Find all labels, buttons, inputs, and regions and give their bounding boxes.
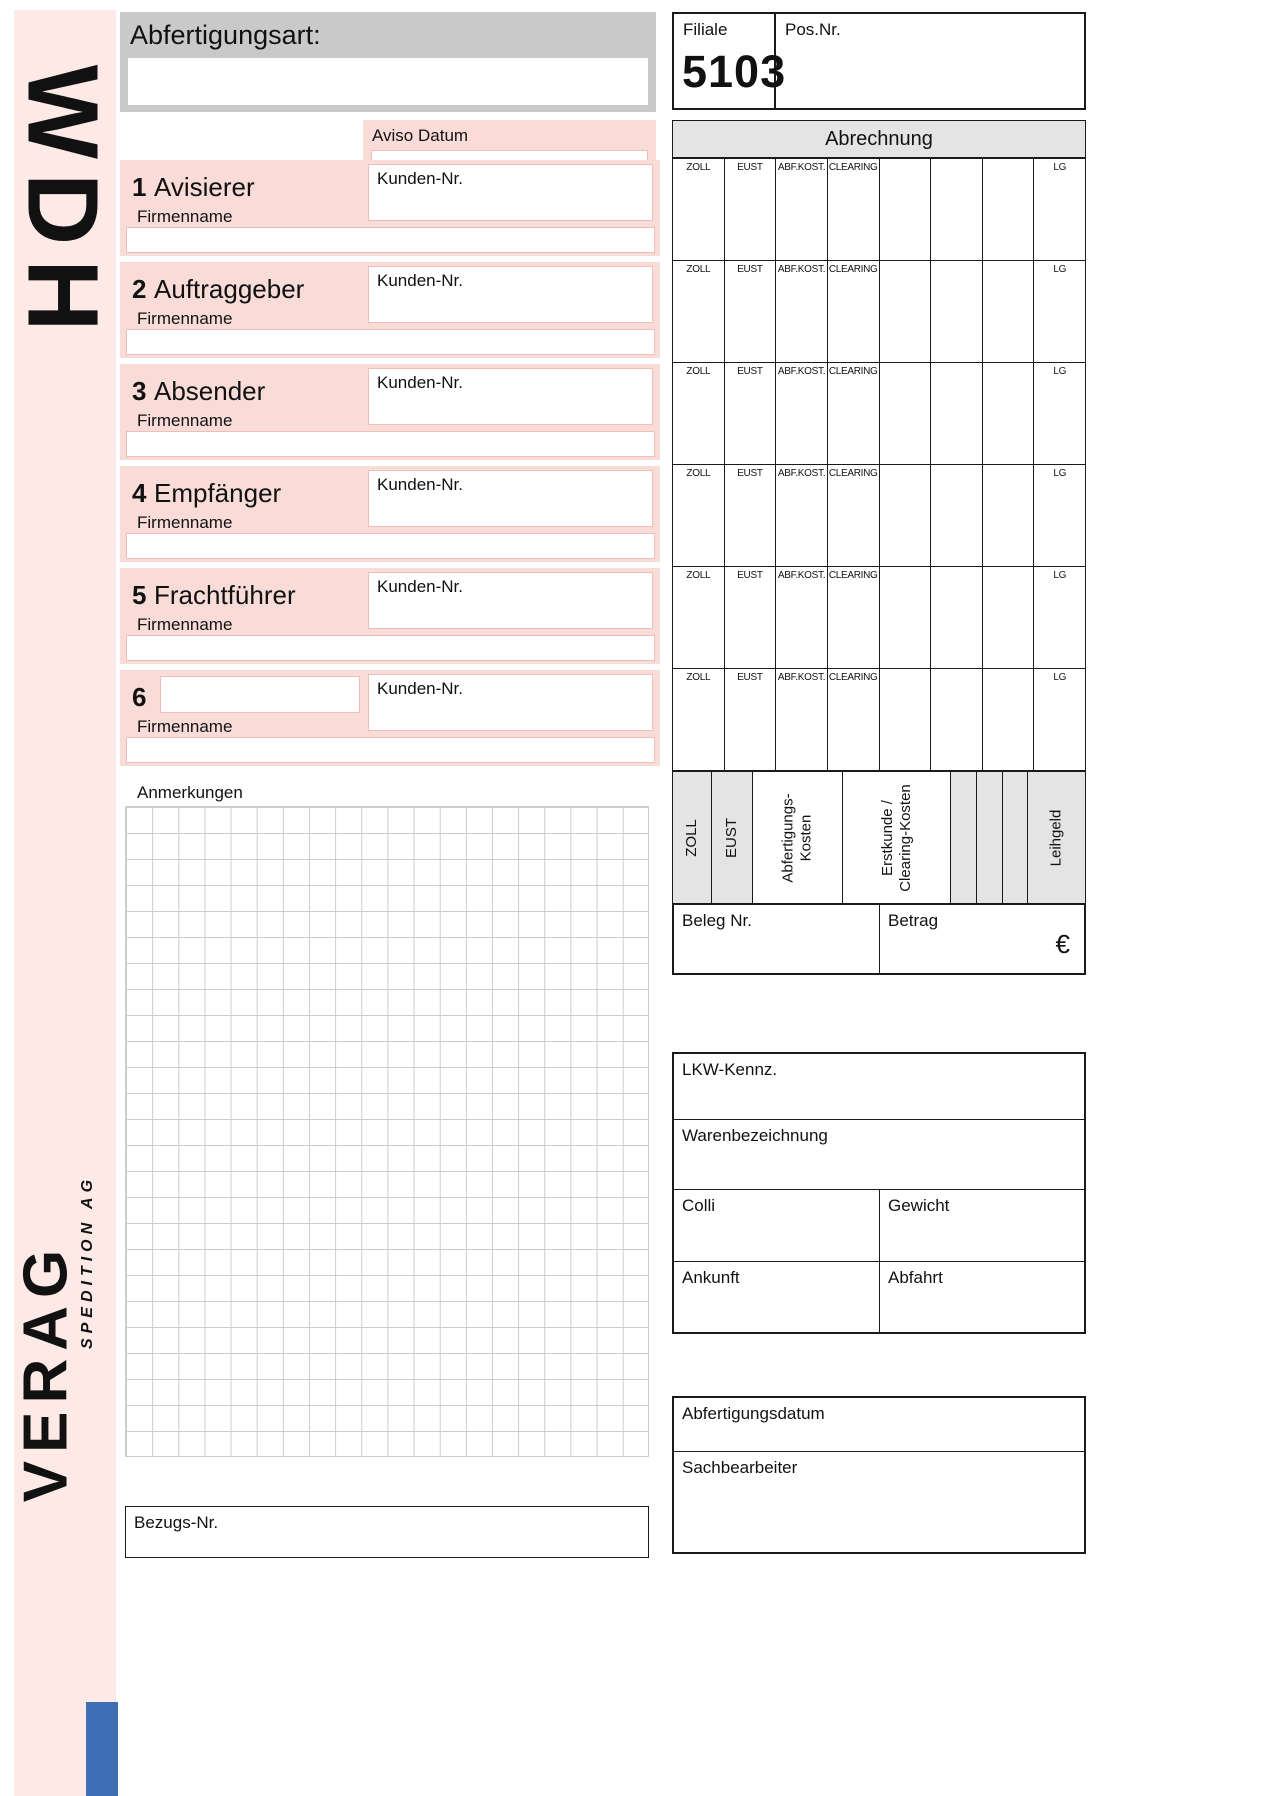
column-header-empty <box>931 159 982 162</box>
abrechnung-cell[interactable] <box>776 261 828 363</box>
abrechnung-cell[interactable] <box>983 261 1035 363</box>
column-header-abfkost: ABF.KOST. <box>777 366 826 377</box>
abrechnung-cell[interactable] <box>776 159 828 261</box>
column-header-eust: EUST <box>737 468 763 479</box>
abrechnung-cell[interactable] <box>725 465 777 567</box>
abfertigungsdatum-field[interactable] <box>674 1398 1084 1452</box>
sachbearbeiter-field[interactable] <box>674 1452 1084 1552</box>
abrechnung-cell[interactable] <box>828 465 880 567</box>
abrechnung-cell[interactable] <box>828 669 880 771</box>
firmenname-label: Firmenname <box>137 309 233 328</box>
column-header-zoll: ZOLL <box>686 366 711 377</box>
firmenname-label: Firmenname <box>137 615 233 634</box>
anmerkungen-grid-field[interactable] <box>125 806 649 1457</box>
abrechnung-cell[interactable] <box>673 669 725 771</box>
gewicht-label: Gewicht <box>888 1196 950 1215</box>
euro-symbol: € <box>1055 929 1070 959</box>
filiale-label: Filiale <box>683 20 728 39</box>
column-header-empty <box>880 465 931 468</box>
abrechnung-cell[interactable] <box>1034 261 1086 363</box>
column-header-clearing: CLEARING <box>828 264 878 275</box>
firmenname-field[interactable] <box>126 635 655 661</box>
column-header-lg: LG <box>1053 570 1067 581</box>
abrechnung-cell[interactable] <box>725 567 777 669</box>
abrechnung-cell[interactable] <box>1034 669 1086 771</box>
firmenname-label: Firmenname <box>137 207 233 226</box>
kunden-nr-label: Kunden-Nr. <box>377 169 463 188</box>
abfahrt-label: Abfahrt <box>888 1268 943 1287</box>
firmenname-label: Firmenname <box>137 411 233 430</box>
column-header-clearing: CLEARING <box>828 570 878 581</box>
kunden-nr-field[interactable] <box>368 266 653 323</box>
firmenname-field[interactable] <box>126 737 655 763</box>
abfertigungsart-box <box>120 12 656 112</box>
brand-logo: VERAG <box>11 1241 81 1503</box>
party-section-avisierer <box>120 160 660 256</box>
abrechnung-cell[interactable] <box>828 159 880 261</box>
kunden-nr-field[interactable] <box>368 674 653 731</box>
abrechnung-cell[interactable] <box>983 669 1035 771</box>
form-code: WDH <box>6 64 119 346</box>
column-header-eust: EUST <box>737 162 763 173</box>
column-header-empty <box>983 363 1034 366</box>
ankunft-abfahrt-row <box>674 1262 1084 1332</box>
bezugs-nr-label: Bezugs-Nr. <box>134 1513 219 1532</box>
firmenname-label: Firmenname <box>137 513 233 532</box>
abrechnung-cell[interactable] <box>880 669 932 771</box>
party-title-field[interactable] <box>160 676 360 713</box>
party-section-6 <box>120 670 660 766</box>
firmenname-label: Firmenname <box>137 717 233 736</box>
abrechnung-cell[interactable] <box>725 363 777 465</box>
abrechnung-column-legend <box>672 771 1086 904</box>
kunden-nr-field[interactable] <box>368 470 653 527</box>
party-section-auftraggeber <box>120 262 660 358</box>
abrechnung-cell[interactable] <box>931 567 983 669</box>
abrechnung-cell[interactable] <box>828 261 880 363</box>
abfertigungsart-label: Abfertigungsart: <box>130 20 321 50</box>
footer-cell-clearingkosten <box>843 772 952 904</box>
aviso-datum-label: Aviso Datum <box>372 126 469 145</box>
firmenname-field[interactable] <box>126 431 655 457</box>
party-number: 3 <box>132 376 147 406</box>
vertical-label: EUST <box>722 817 740 858</box>
column-header-zoll: ZOLL <box>686 570 711 581</box>
column-header-zoll: ZOLL <box>686 672 711 683</box>
brand-subtitle: SPEDITION AG <box>79 1174 96 1350</box>
filiale-cell <box>674 14 787 108</box>
filiale-value: 5103 <box>682 46 787 97</box>
abrechnung-cell[interactable] <box>673 567 725 669</box>
firmenname-field[interactable] <box>126 227 655 253</box>
cargo-box-group <box>672 1052 1086 1334</box>
kunden-nr-label: Kunden-Nr. <box>377 373 463 392</box>
column-header-abfkost: ABF.KOST. <box>777 264 826 275</box>
beleg-betrag-row <box>672 903 1086 975</box>
column-header-lg: LG <box>1053 468 1067 479</box>
column-header-eust: EUST <box>737 366 763 377</box>
abfahrt-field[interactable] <box>880 1262 1084 1332</box>
colli-gewicht-row <box>674 1190 1084 1262</box>
column-header-zoll: ZOLL <box>686 162 711 173</box>
column-header-lg: LG <box>1053 672 1067 683</box>
column-header-clearing: CLEARING <box>828 468 878 479</box>
party-title: Auftraggeber <box>154 274 305 304</box>
lkw-kennz-label: LKW-Kennz. <box>682 1060 778 1079</box>
column-header-abfkost: ABF.KOST. <box>777 570 826 581</box>
abrechnung-cell[interactable] <box>1034 159 1086 261</box>
column-header-empty <box>983 567 1034 570</box>
abfertigungsart-field[interactable] <box>128 58 648 105</box>
abrechnung-cell[interactable] <box>776 567 828 669</box>
colli-field[interactable] <box>674 1190 880 1261</box>
column-header-empty <box>880 363 931 366</box>
column-header-empty <box>880 261 931 264</box>
abrechnung-cell[interactable] <box>1034 465 1086 567</box>
abrechnung-cell[interactable] <box>1034 567 1086 669</box>
abrechnung-table <box>672 158 1086 771</box>
party-title: Absender <box>154 376 266 406</box>
firmenname-field[interactable] <box>126 533 655 559</box>
filiale-posnr-box <box>672 12 1086 110</box>
column-header-abfkost: ABF.KOST. <box>777 672 826 683</box>
footer-cell-empty <box>951 772 977 904</box>
kunden-nr-field[interactable] <box>368 164 653 221</box>
warenbezeichnung-label: Warenbezeichnung <box>682 1126 828 1145</box>
column-header-lg: LG <box>1053 264 1067 275</box>
kunden-nr-label: Kunden-Nr. <box>377 679 463 698</box>
kunden-nr-label: Kunden-Nr. <box>377 475 463 494</box>
column-header-eust: EUST <box>737 264 763 275</box>
vertical-label: Leihgeld <box>1047 809 1065 866</box>
vertical-label: ZOLL <box>682 818 700 857</box>
column-header-clearing: CLEARING <box>828 162 878 173</box>
party-number: 4 <box>132 478 147 508</box>
lkw-kennz-field[interactable] <box>674 1054 1084 1120</box>
column-header-empty <box>931 669 982 672</box>
abrechnung-cell[interactable] <box>931 159 983 261</box>
column-header-zoll: ZOLL <box>686 264 711 275</box>
abrechnung-cell[interactable] <box>828 567 880 669</box>
abrechnung-cell[interactable] <box>673 465 725 567</box>
anmerkungen-label: Anmerkungen <box>137 783 243 802</box>
gewicht-field[interactable] <box>880 1190 1084 1261</box>
column-header-clearing: CLEARING <box>828 672 878 683</box>
abrechnung-cell[interactable] <box>725 159 777 261</box>
column-header-empty <box>983 261 1034 264</box>
column-header-empty <box>931 465 982 468</box>
party-number: 1 <box>132 172 147 202</box>
column-header-eust: EUST <box>737 672 763 683</box>
party-number: 6 <box>132 682 147 712</box>
kunden-nr-field[interactable] <box>368 572 653 629</box>
party-number: 5 <box>132 580 147 610</box>
abrechnung-cell[interactable] <box>983 567 1035 669</box>
party-number: 2 <box>132 274 147 304</box>
kunden-nr-field[interactable] <box>368 368 653 425</box>
abrechnung-cell[interactable] <box>931 261 983 363</box>
footer-cell-zoll <box>673 772 712 904</box>
abrechnung-cell[interactable] <box>880 261 932 363</box>
abrechnung-cell[interactable] <box>983 159 1035 261</box>
colli-label: Colli <box>682 1196 716 1215</box>
abrechnung-cell[interactable] <box>725 669 777 771</box>
betrag-label: Betrag <box>888 911 939 930</box>
bezugs-nr-field[interactable] <box>125 1506 649 1558</box>
party-section-empfaenger <box>120 466 660 562</box>
firmenname-field[interactable] <box>126 329 655 355</box>
abrechnung-cell[interactable] <box>776 669 828 771</box>
party-section-absender <box>120 364 660 460</box>
abfertigungsdatum-label: Abfertigungsdatum <box>682 1404 825 1423</box>
abrechnung-cell[interactable] <box>725 261 777 363</box>
abrechnung-cell[interactable] <box>880 159 932 261</box>
abrechnung-cell[interactable] <box>931 363 983 465</box>
abrechnung-cell[interactable] <box>880 363 932 465</box>
posnr-label: Pos.Nr. <box>785 20 841 39</box>
column-header-clearing: CLEARING <box>828 366 878 377</box>
sachbearbeiter-label: Sachbearbeiter <box>682 1458 798 1477</box>
ankunft-label: Ankunft <box>682 1268 740 1287</box>
abrechnung-cell[interactable] <box>1034 363 1086 465</box>
column-header-empty <box>983 159 1034 162</box>
abrechnung-cell[interactable] <box>931 465 983 567</box>
abrechnung-cell[interactable] <box>983 465 1035 567</box>
footer-cell-empty <box>1003 772 1029 904</box>
party-section-frachtfuehrer <box>120 568 660 664</box>
vertical-label: Abfertigungs- Kosten <box>779 792 815 883</box>
abrechnung-cell[interactable] <box>880 567 932 669</box>
abrechnung-cell[interactable] <box>673 159 725 261</box>
footer-cell-empty <box>977 772 1003 904</box>
column-header-empty <box>880 669 931 672</box>
column-header-empty <box>880 159 931 162</box>
abrechnung-cell[interactable] <box>776 363 828 465</box>
abrechnung-cell[interactable] <box>776 465 828 567</box>
abrechnung-cell[interactable] <box>880 465 932 567</box>
abrechnung-cell[interactable] <box>673 261 725 363</box>
abrechnung-cell[interactable] <box>931 669 983 771</box>
party-title: Frachtführer <box>154 580 296 610</box>
column-header-empty <box>880 567 931 570</box>
kunden-nr-label: Kunden-Nr. <box>377 577 463 596</box>
vertical-label: Erstkunde / Clearing-Kosten <box>878 783 914 892</box>
beleg-nr-field[interactable] <box>674 905 880 973</box>
ankunft-field[interactable] <box>674 1262 880 1332</box>
column-header-lg: LG <box>1053 162 1067 173</box>
abrechnung-header: Abrechnung <box>672 120 1086 158</box>
column-header-empty <box>931 567 982 570</box>
beleg-nr-label: Beleg Nr. <box>682 911 752 930</box>
column-header-zoll: ZOLL <box>686 468 711 479</box>
warenbezeichnung-field[interactable] <box>674 1120 1084 1190</box>
column-header-lg: LG <box>1053 366 1067 377</box>
betrag-field[interactable] <box>880 905 1084 973</box>
column-header-empty <box>983 465 1034 468</box>
footer-cell-abfertigungskosten <box>753 772 843 904</box>
abrechnung-cell[interactable] <box>828 363 880 465</box>
abrechnung-cell[interactable] <box>673 363 725 465</box>
datum-box-group <box>672 1396 1086 1554</box>
column-header-empty <box>983 669 1034 672</box>
posnr-field[interactable] <box>776 14 1084 108</box>
column-header-abfkost: ABF.KOST. <box>777 468 826 479</box>
column-header-empty <box>931 363 982 366</box>
kunden-nr-label: Kunden-Nr. <box>377 271 463 290</box>
footer-cell-eust <box>712 772 753 904</box>
footer-cell-leihgeld <box>1028 772 1086 904</box>
column-header-abfkost: ABF.KOST. <box>777 162 826 173</box>
party-title: Avisierer <box>154 172 255 202</box>
column-header-eust: EUST <box>737 570 763 581</box>
column-header-empty <box>931 261 982 264</box>
blue-bar <box>86 1702 118 1796</box>
abrechnung-cell[interactable] <box>983 363 1035 465</box>
party-title: Empfänger <box>154 478 282 508</box>
